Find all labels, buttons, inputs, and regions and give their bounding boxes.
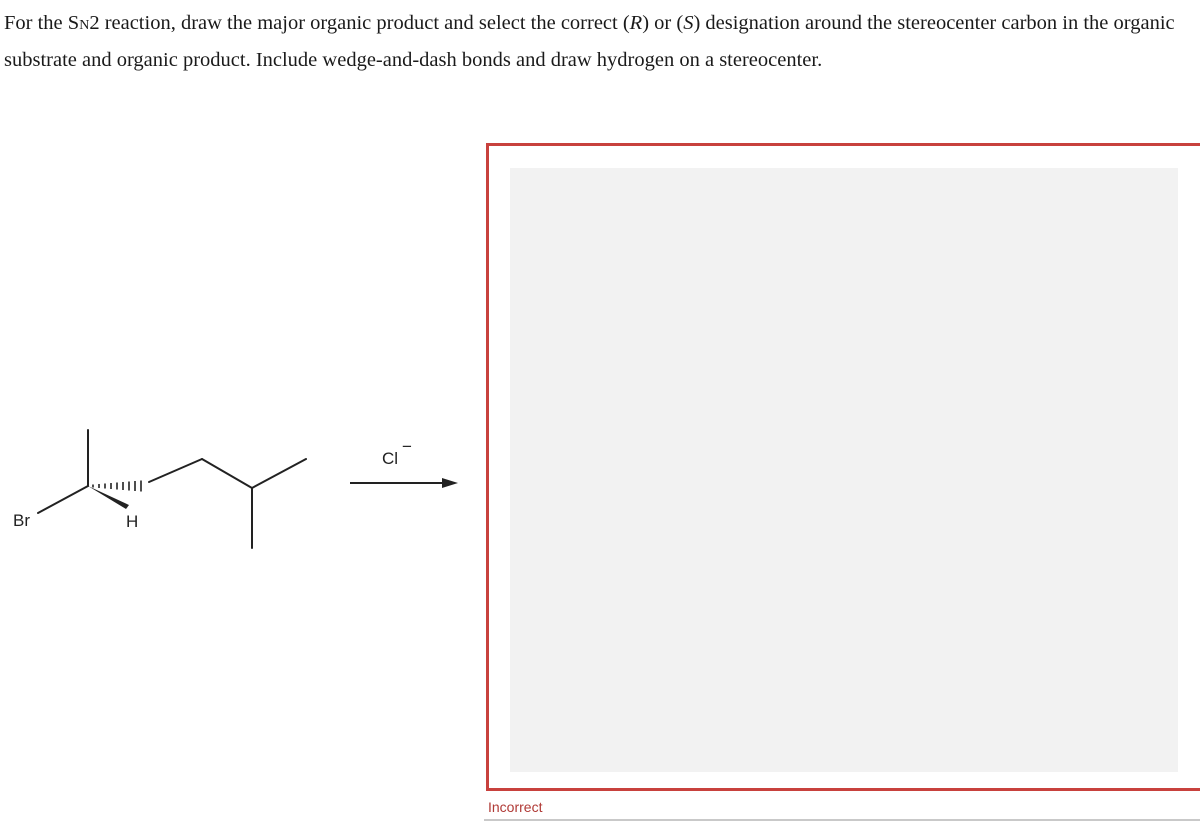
chloride-charge: − xyxy=(402,437,412,456)
bond-c3-c4 xyxy=(202,459,252,488)
bond-c2-c3 xyxy=(149,459,202,482)
feedback-divider xyxy=(484,819,1200,821)
s-designation: S xyxy=(683,12,694,34)
subscript-n: N xyxy=(79,18,90,33)
bond-br-c1 xyxy=(38,486,88,513)
feedback-status: Incorrect xyxy=(488,799,543,815)
r-designation: R xyxy=(629,12,643,34)
bond-c4-c5 xyxy=(252,459,306,488)
substrate-structure xyxy=(38,430,306,548)
drawing-canvas[interactable] xyxy=(510,168,1178,772)
hashed-bond xyxy=(93,481,141,492)
reaction-scheme xyxy=(0,0,480,834)
question-part-3: ) or ( xyxy=(642,12,684,34)
answer-drawing-box[interactable] xyxy=(486,143,1200,791)
chloride-label: Cl xyxy=(382,449,399,468)
question-part-4: ) designation around the stereocenter carbon in the organic substrate and organic product. Include wedge-and-dash bonds and draw hydrogen on a stereocenter. xyxy=(4,12,1175,71)
hydrogen-label: H xyxy=(126,512,139,531)
question-part-1: For the S xyxy=(4,12,80,34)
bromine-label: Br xyxy=(13,511,30,530)
question-part-2: 2 reaction, draw the major organic product and select the correct ( xyxy=(89,12,630,34)
reaction-arrow-head xyxy=(442,478,458,488)
